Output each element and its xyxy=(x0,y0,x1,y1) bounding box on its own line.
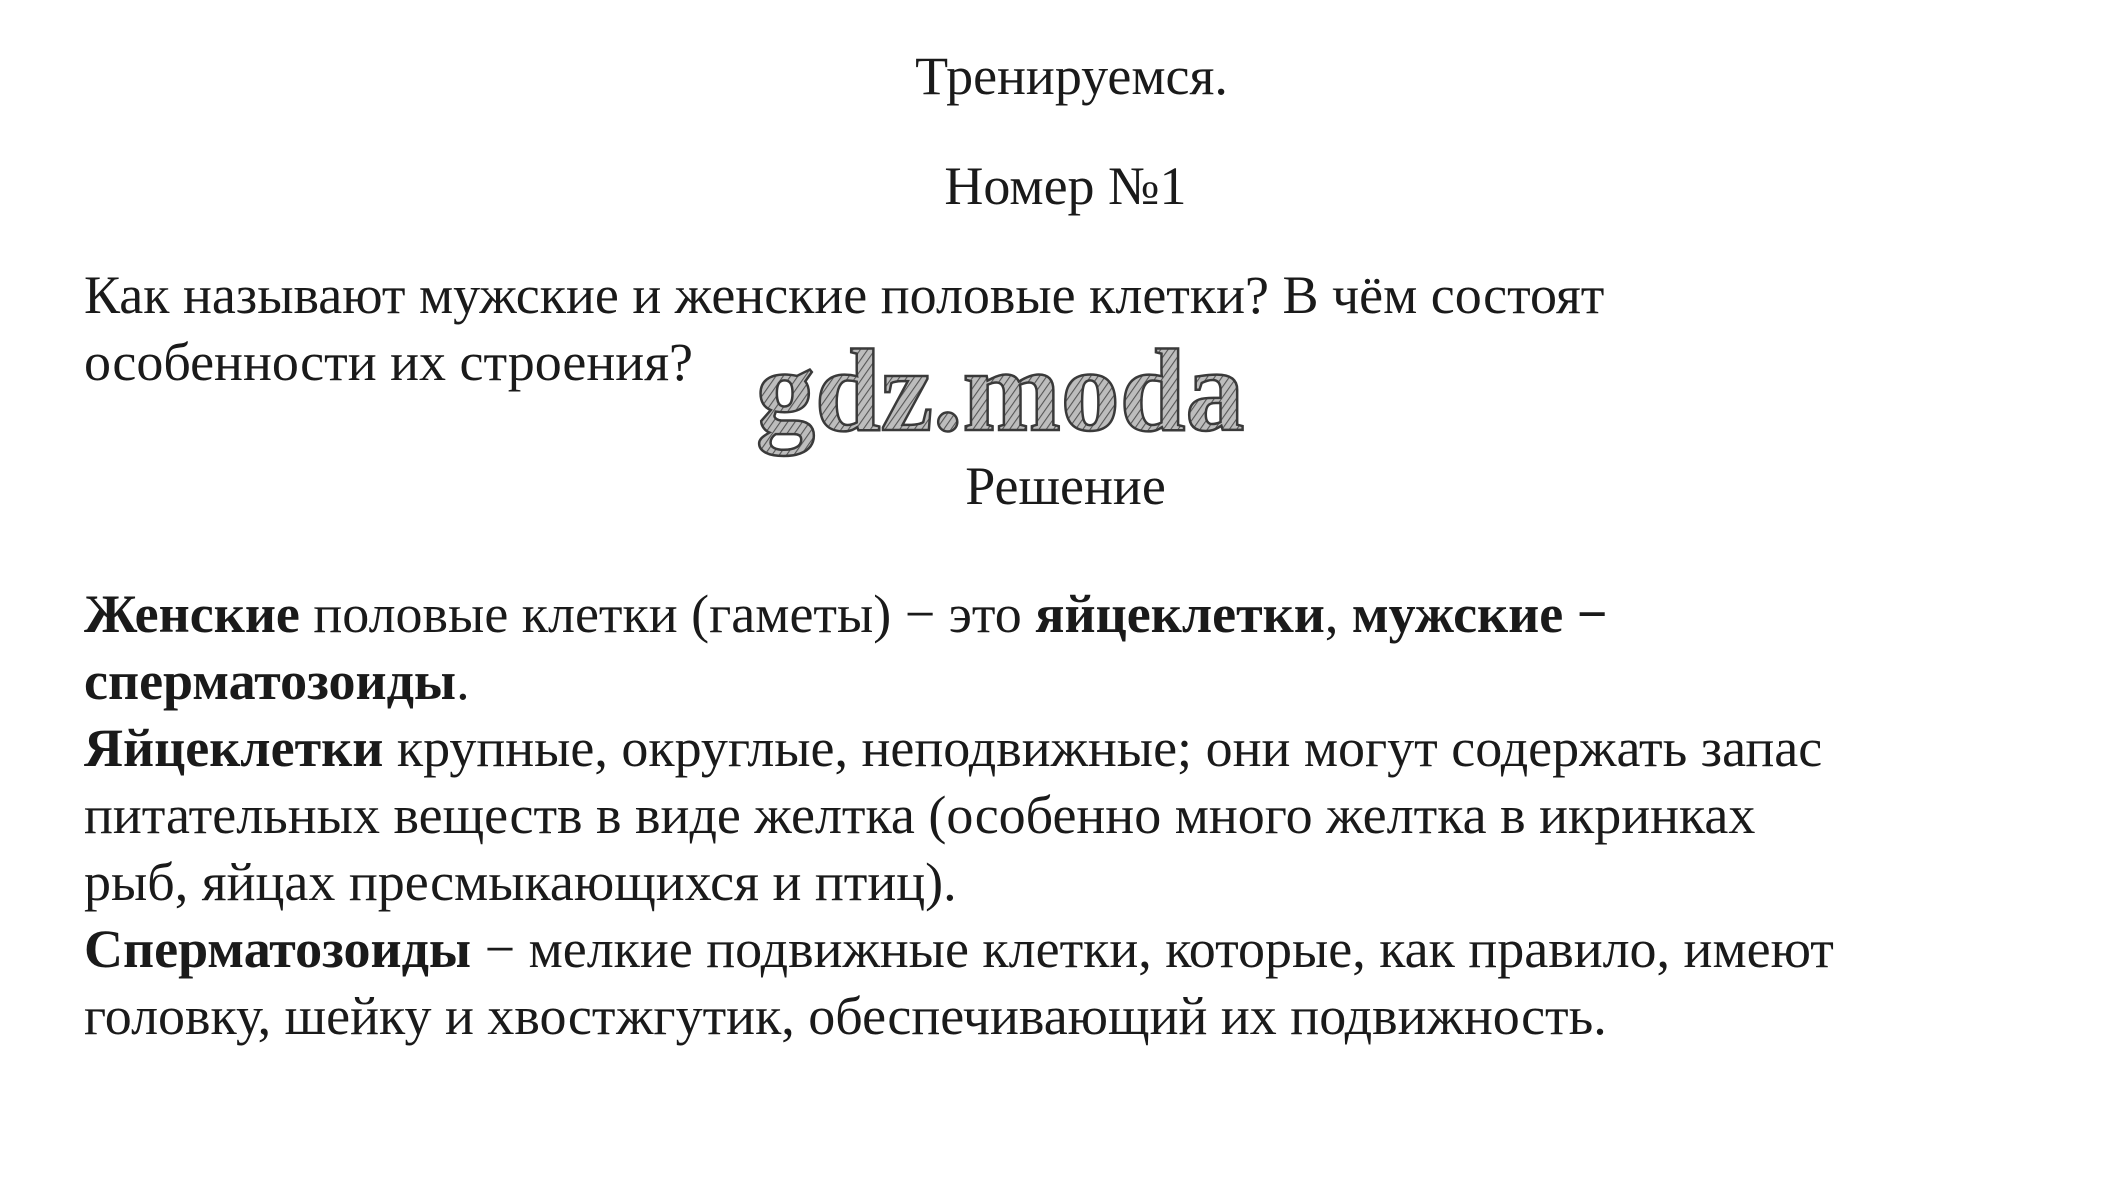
term-eggs: яйцеклетки xyxy=(1035,584,1325,644)
answer-line-5: рыб, яйцах пресмыкающихся и птиц). xyxy=(84,852,957,912)
answer-line-2: сперматозоиды. xyxy=(84,651,470,711)
term-sperm-2: Сперматозоиды xyxy=(84,919,472,979)
answer-text xyxy=(84,581,2074,1050)
term-eggs-2: Яйцеклетки xyxy=(84,718,384,778)
term-male: мужские − xyxy=(1351,584,1608,644)
watermark-logo xyxy=(750,318,1350,468)
term-female: Женские xyxy=(84,584,300,644)
answer-line-6: Сперматозоиды − мелкие подвижные клетки, которые, как правило, имеют xyxy=(84,919,1834,979)
answer-line-1: Женские половые клетки (гаметы) − это яйцеклетки, мужские − xyxy=(84,584,1608,644)
page-heading: Тренируемся. xyxy=(915,46,1228,106)
term-sperm: сперматозоиды xyxy=(84,651,457,711)
question-line-1: Как называют мужские и женские половые клетки? В чём состоят xyxy=(84,265,1605,325)
question-line-2: особенности их строения? xyxy=(84,332,694,392)
answer-line-7: головку, шейку и хвостжгутик, обеспечивающий их подвижность. xyxy=(84,986,1607,1046)
solution-title: Решение xyxy=(965,456,1166,516)
watermark-text: gdz.moda xyxy=(756,325,1245,456)
answer-line-3: Яйцеклетки крупные, округлые, неподвижные; они могут содержать запас xyxy=(84,718,1823,778)
task-number: Номер №1 xyxy=(944,156,1187,216)
answer-line-4: питательных веществ в виде желтка (особенно много желтка в икринках xyxy=(84,785,1756,845)
